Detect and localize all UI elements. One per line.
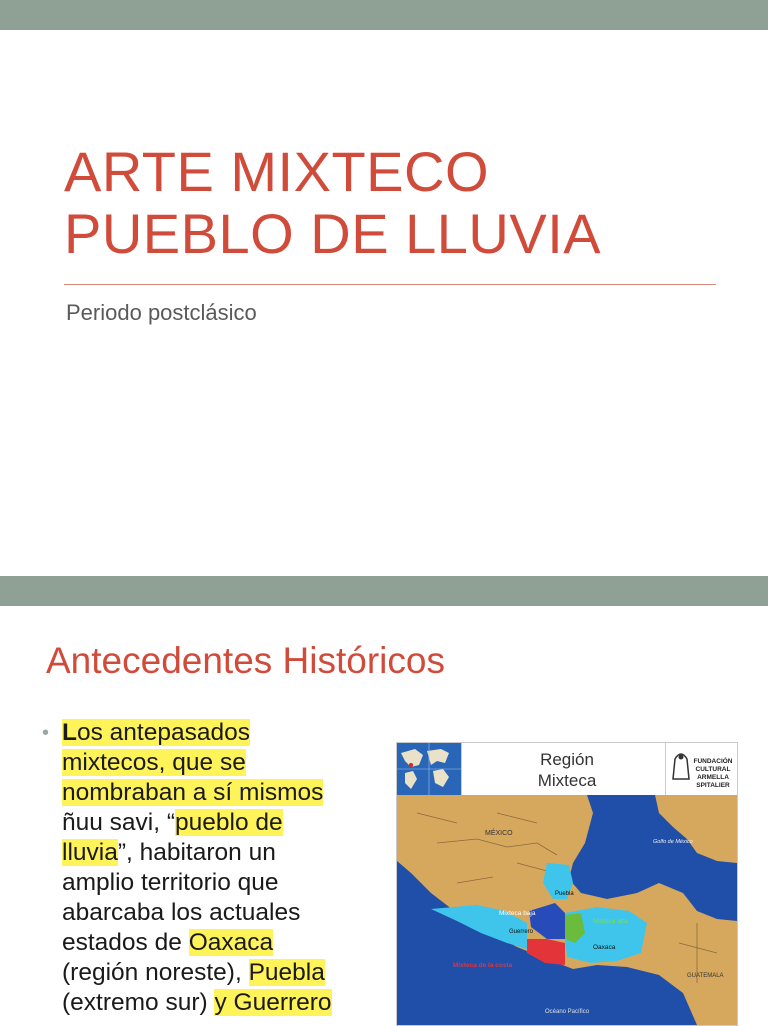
bullet-line bbox=[62, 898, 392, 928]
text-run: ñuu savi, “ bbox=[62, 809, 176, 836]
label-puebla: Puebla bbox=[555, 891, 574, 897]
bullet-text bbox=[62, 718, 392, 1018]
bullet-line bbox=[62, 988, 392, 1018]
logo-line-4: SPITALIER bbox=[696, 782, 730, 789]
label-mixteca-alta: Mixteca alta bbox=[593, 918, 628, 925]
label-mixteca-baja: Mixteca baja bbox=[499, 910, 536, 917]
bullet-line bbox=[62, 868, 392, 898]
section-title: Antecedentes Históricos bbox=[46, 640, 445, 681]
logo-line-1: FUNDACIÓN bbox=[693, 758, 733, 765]
title-line-2: PUEBLO DE LLUVIA bbox=[64, 202, 602, 265]
bullet-line bbox=[62, 808, 392, 838]
label-guatemala: GUATEMALA bbox=[687, 973, 724, 979]
bullet-line bbox=[62, 748, 392, 778]
bullet-line bbox=[62, 838, 392, 868]
highlighted-text: pueblo de bbox=[175, 809, 283, 836]
mixteca-region-map bbox=[396, 742, 738, 1026]
title-line-1: ARTE MIXTECO bbox=[64, 140, 490, 203]
slide-title bbox=[64, 141, 601, 265]
label-oaxaca: Oaxaca bbox=[593, 944, 616, 951]
text-run: (región noreste), bbox=[62, 959, 249, 986]
bullet-line bbox=[62, 718, 392, 748]
label-guerrero: Guerrero bbox=[509, 929, 534, 935]
label-mixteca-costa: Mixteca de la costa bbox=[453, 962, 513, 969]
highlighted-text: lluvia bbox=[62, 839, 118, 866]
highlighted-text: y Guerrero bbox=[214, 989, 332, 1016]
label-mexico: MÉXICO bbox=[485, 830, 513, 837]
highlighted-text: Puebla bbox=[248, 959, 325, 986]
slide1-top-bar bbox=[0, 0, 768, 30]
slide2-top-bar bbox=[0, 576, 768, 606]
highlighted-text: nombraban a sí mismos bbox=[62, 779, 324, 806]
highlighted-text: Oaxaca bbox=[188, 929, 274, 956]
map-title-line1: Región bbox=[540, 750, 594, 769]
highlighted-text: mixtecos, que se bbox=[62, 749, 246, 776]
bullet-dot: • bbox=[42, 722, 50, 744]
map-title-line2: Mixteca bbox=[537, 771, 597, 790]
bullet-line bbox=[62, 928, 392, 958]
slide-subtitle: Periodo postclásico bbox=[66, 300, 257, 325]
highlighted-text: os antepasados bbox=[76, 719, 250, 746]
label-golfo: Golfo de México bbox=[653, 839, 693, 845]
text-run: estados de bbox=[62, 929, 189, 956]
label-oceano: Océano Pacífico bbox=[545, 1009, 590, 1015]
bullet-line bbox=[62, 958, 392, 988]
bullet-line bbox=[62, 778, 392, 808]
highlighted-text: L bbox=[62, 719, 77, 746]
text-run: amplio territorio que bbox=[62, 869, 279, 896]
title-divider bbox=[64, 284, 716, 285]
logo-line-3: ARMELLA bbox=[697, 774, 729, 781]
text-run: abarcaba los actuales bbox=[62, 899, 301, 926]
logo-line-2: CULTURAL bbox=[695, 766, 731, 773]
text-run: ”, habitaron un bbox=[117, 839, 276, 866]
text-run: (extremo sur) bbox=[62, 989, 215, 1016]
